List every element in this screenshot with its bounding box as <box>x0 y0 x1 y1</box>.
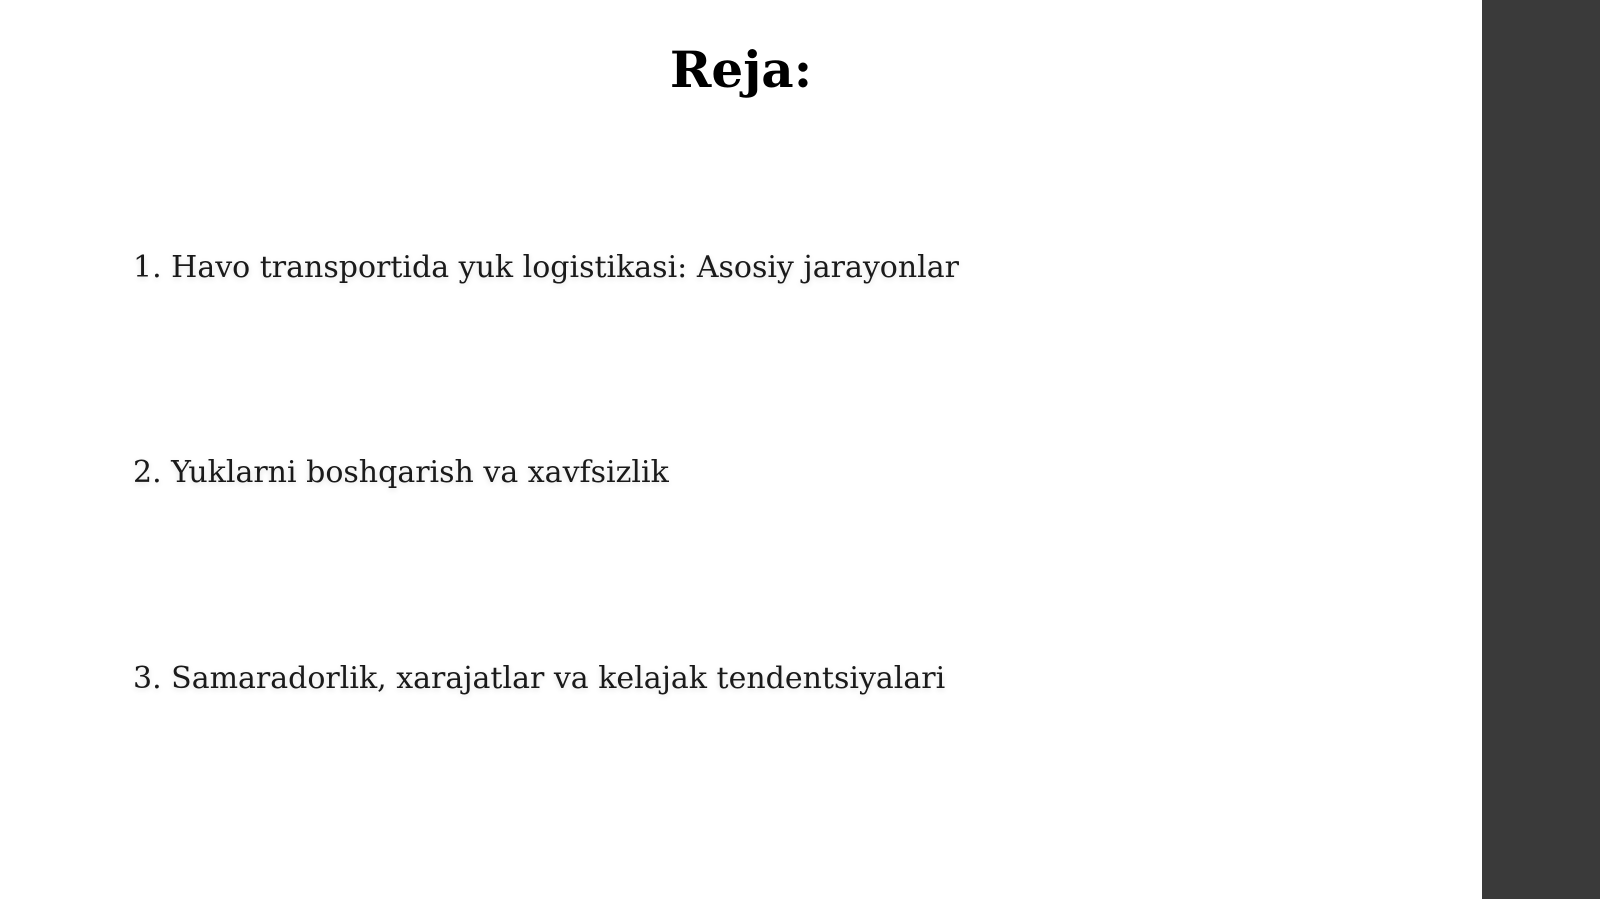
plan-item-1: 1. Havo transportida yuk logistikasi: Asosiy jarayonlar <box>133 250 959 285</box>
plan-item-2: 2. Yuklarni boshqarish va xavfsizlik <box>133 455 669 490</box>
slide-title: Reja: <box>669 40 813 99</box>
right-sidebar-panel <box>1482 0 1600 899</box>
plan-item-3: 3. Samaradorlik, xarajatlar va kelajak tendentsiyalari <box>133 661 946 696</box>
